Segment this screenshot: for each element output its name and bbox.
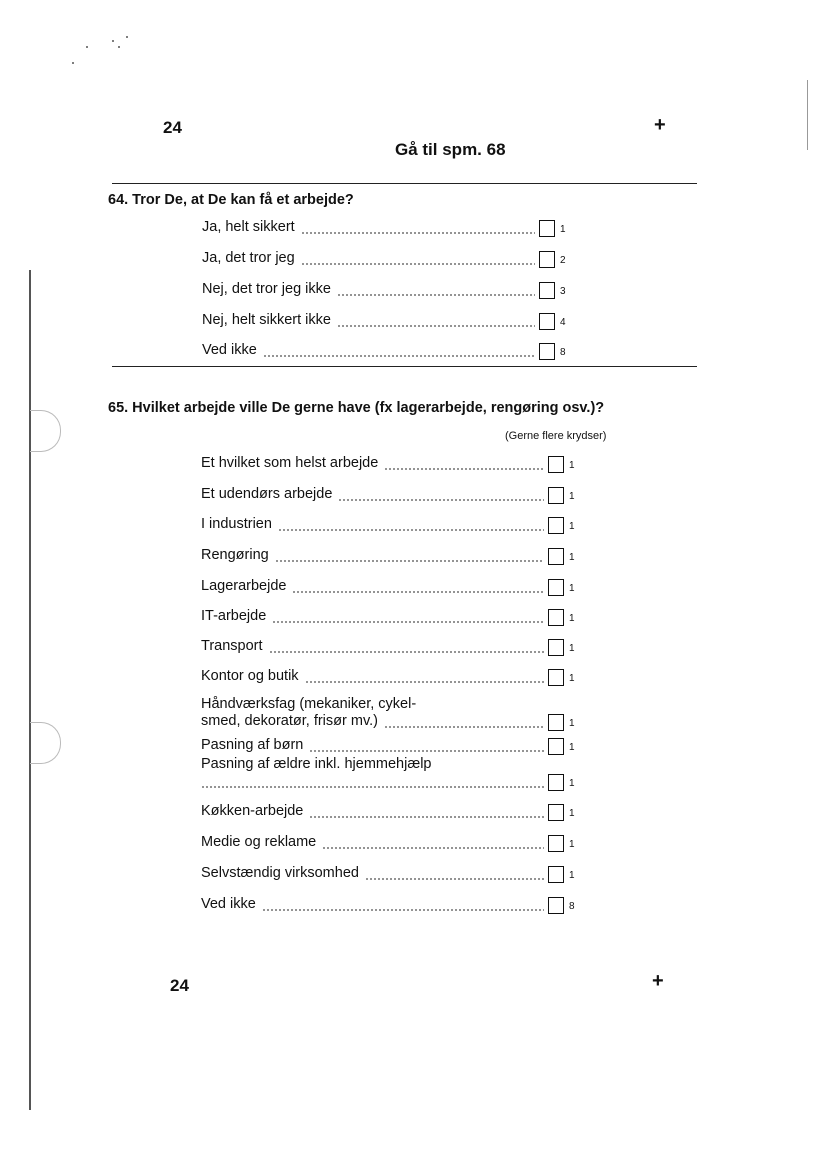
answer-code: 8 <box>560 347 566 358</box>
leader-dots <box>337 325 535 327</box>
answer-option <box>201 485 548 505</box>
leader-dots <box>365 878 544 880</box>
registration-mark-bottom: + <box>652 970 664 992</box>
answer-option <box>202 341 539 361</box>
answer-option <box>201 802 548 822</box>
answer-code: 1 <box>569 552 575 563</box>
answer-code: 1 <box>569 583 575 594</box>
answer-option <box>201 696 548 732</box>
leader-dots <box>384 468 544 470</box>
leader-dots <box>301 232 535 234</box>
leader-dots <box>272 621 544 623</box>
speck <box>118 46 120 48</box>
answer-code: 1 <box>569 613 575 624</box>
leader-dots <box>278 529 544 531</box>
question-64-title: 64. Tror De, at De kan få et arbejde? <box>108 192 354 208</box>
option-label: Ved ikke <box>202 342 257 358</box>
answer-option <box>201 833 548 853</box>
speck <box>86 46 88 48</box>
answer-code: 1 <box>569 673 575 684</box>
answer-option <box>201 667 548 687</box>
answer-code: 4 <box>560 317 566 328</box>
leader-dots <box>305 681 544 683</box>
scan-right-edge <box>807 80 808 150</box>
registration-mark-top: + <box>654 114 666 136</box>
answer-option <box>202 311 539 331</box>
answer-option <box>201 454 548 474</box>
leader-dots <box>338 499 544 501</box>
answer-checkbox[interactable] <box>548 487 564 504</box>
speck <box>126 36 128 38</box>
answer-code: 1 <box>569 718 575 729</box>
answer-option <box>202 218 539 238</box>
answer-checkbox[interactable] <box>548 639 564 656</box>
scan-left-edge <box>29 270 31 1110</box>
answer-option <box>201 515 548 535</box>
option-label: Nej, det tror jeg ikke <box>202 281 331 297</box>
leader-dots <box>309 816 544 818</box>
leader-dots <box>309 750 544 752</box>
answer-checkbox[interactable] <box>548 669 564 686</box>
option-label: Ja, helt sikkert <box>202 219 295 235</box>
answer-checkbox[interactable] <box>539 251 555 268</box>
leader-dots <box>292 591 544 593</box>
answer-code: 1 <box>569 808 575 819</box>
answer-code: 1 <box>569 491 575 502</box>
answer-checkbox[interactable] <box>548 548 564 565</box>
answer-option <box>202 249 539 269</box>
answer-option <box>201 577 548 597</box>
option-label: Nej, helt sikkert ikke <box>202 312 331 328</box>
answer-checkbox[interactable] <box>539 313 555 330</box>
option-label: Ja, det tror jeg <box>202 250 295 266</box>
punch-hole-top <box>30 410 61 452</box>
option-label: Lagerarbejde <box>201 578 287 594</box>
leader-dots <box>301 263 535 265</box>
option-label: IT-arbejde <box>201 608 267 624</box>
page-number-bottom: 24 <box>170 976 189 995</box>
answer-code: 1 <box>560 224 566 235</box>
option-label: Et udendørs arbejde <box>201 486 333 502</box>
answer-checkbox[interactable] <box>548 897 564 914</box>
answer-code: 3 <box>560 286 566 297</box>
answer-option <box>201 895 548 915</box>
answer-code: 1 <box>569 778 575 789</box>
answer-code: 1 <box>569 742 575 753</box>
option-label: Rengøring <box>201 547 269 563</box>
answer-checkbox[interactable] <box>548 774 564 791</box>
answer-code: 1 <box>569 839 575 850</box>
answer-checkbox[interactable] <box>548 609 564 626</box>
answer-checkbox[interactable] <box>548 714 564 731</box>
option-label: Kontor og butik <box>201 668 299 684</box>
answer-checkbox[interactable] <box>539 220 555 237</box>
leader-dots <box>269 651 545 653</box>
answer-option <box>201 546 548 566</box>
leader-dots <box>201 786 544 788</box>
answer-option <box>201 637 548 657</box>
page-number-top: 24 <box>163 118 182 137</box>
option-label: Pasning af børn <box>201 737 304 753</box>
answer-option <box>202 280 539 300</box>
leader-dots <box>263 355 535 357</box>
answer-option <box>201 607 548 627</box>
option-label-line1: Pasning af ældre inkl. hjemmehjælp <box>201 756 432 772</box>
leader-dots <box>384 726 544 728</box>
divider-middle <box>112 366 697 367</box>
answer-checkbox[interactable] <box>548 866 564 883</box>
answer-code: 1 <box>569 460 575 471</box>
leader-dots <box>262 909 544 911</box>
option-label: Selvstændig virksomhed <box>201 865 359 881</box>
answer-checkbox[interactable] <box>548 804 564 821</box>
goto-instruction: Gå til spm. 68 <box>395 140 506 159</box>
answer-code: 1 <box>569 870 575 881</box>
option-label-line1: Håndværksfag (mekaniker, cykel- <box>201 696 417 712</box>
option-label: Transport <box>201 638 263 654</box>
question-65-title: 65. Hvilket arbejde ville De gerne have (fx lagerarbejde, rengøring osv.)? <box>108 400 605 416</box>
punch-hole-bottom <box>30 722 61 764</box>
option-label: I industrien <box>201 516 272 532</box>
answer-checkbox[interactable] <box>548 738 564 755</box>
answer-checkbox[interactable] <box>539 282 555 299</box>
option-label: Et hvilket som helst arbejde <box>201 455 379 471</box>
answer-checkbox[interactable] <box>539 343 555 360</box>
answer-checkbox[interactable] <box>548 517 564 534</box>
option-label: Medie og reklame <box>201 834 317 850</box>
leader-dots <box>275 560 544 562</box>
answer-code: 1 <box>569 521 575 532</box>
option-label: smed, dekoratør, frisør mv.) <box>201 713 378 729</box>
answer-code: 8 <box>569 901 575 912</box>
divider-top <box>112 183 697 184</box>
leader-dots <box>322 847 544 849</box>
answer-code: 2 <box>560 255 566 266</box>
option-label: Ved ikke <box>201 896 256 912</box>
leader-dots <box>337 294 535 296</box>
answer-checkbox[interactable] <box>548 835 564 852</box>
answer-code: 1 <box>569 643 575 654</box>
answer-checkbox[interactable] <box>548 579 564 596</box>
option-label: Køkken-arbejde <box>201 803 304 819</box>
speck <box>112 40 114 42</box>
answer-option <box>201 864 548 884</box>
answer-option <box>201 736 548 756</box>
answer-checkbox[interactable] <box>548 456 564 473</box>
answer-option <box>201 756 548 792</box>
question-65-note: (Gerne flere krydser) <box>505 430 607 442</box>
speck <box>72 62 74 64</box>
